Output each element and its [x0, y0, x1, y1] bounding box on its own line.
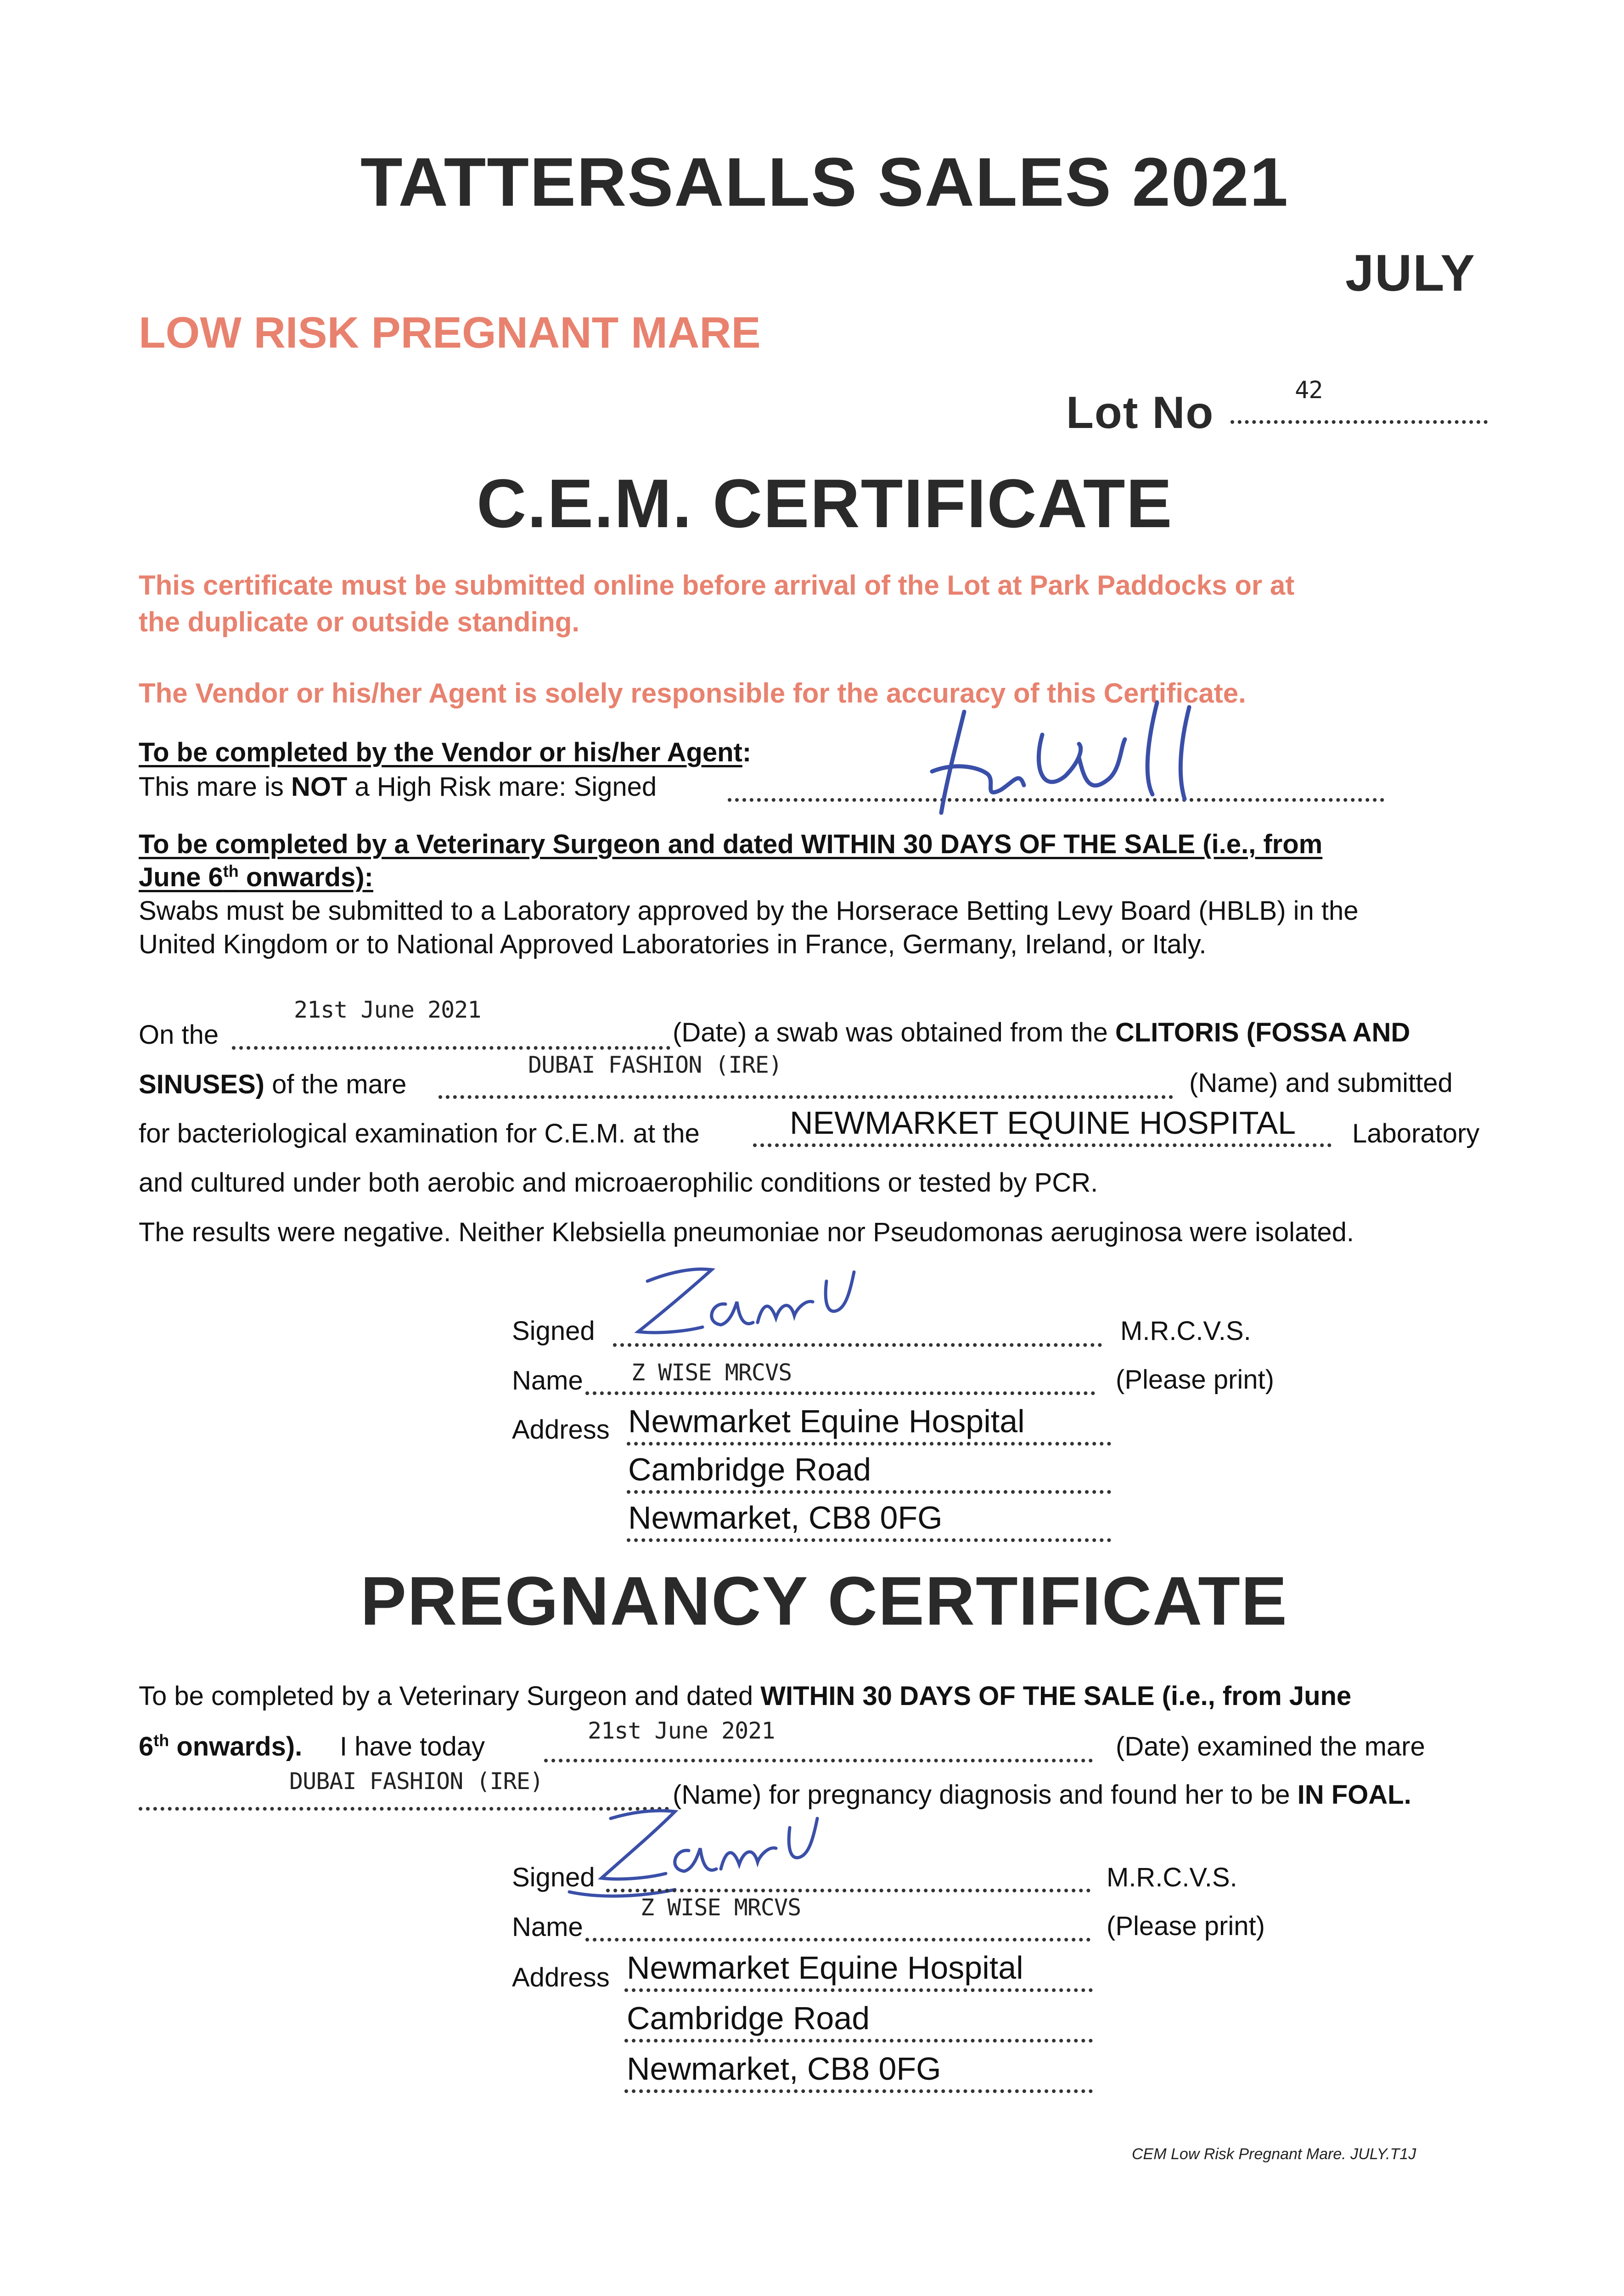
pregnancy-address-line-1: Newmarket Equine Hospital	[627, 1950, 1023, 1986]
pregnancy-date-line	[544, 1759, 1093, 1762]
have-today-text: I have today	[340, 1732, 485, 1761]
results-text: The results were negative. Neither Klebsiella pneumoniae nor Pseudomonas aeruginosa were isolated.	[139, 1217, 1354, 1247]
cem-mrcvs-label: M.R.C.V.S.	[1120, 1316, 1251, 1346]
cem-vet-name: Z WISE MRCVS	[631, 1359, 792, 1386]
pregnancy-signed-label: Signed	[512, 1863, 595, 1892]
swabs-text-cont: United Kingdom or to National Approved Laboratories in France, Germany, Ireland, or Italy.	[139, 929, 1207, 959]
sale-month: JULY	[1345, 244, 1476, 302]
lot-dotted-line	[1231, 420, 1488, 424]
mare-dotted-line	[438, 1095, 1173, 1099]
responsibility-notice: The Vendor or his/her Agent is solely responsible for the accuracy of this Certificate.	[139, 678, 1246, 709]
pregnancy-vet-name: Z WISE MRCVS	[641, 1894, 801, 1921]
cem-address-dots-3	[627, 1538, 1111, 1542]
cem-signed-label: Signed	[512, 1316, 595, 1346]
pregnancy-address-dots-2	[624, 2039, 1093, 2043]
cem-name-label: Name	[512, 1366, 583, 1396]
name-submitted-text: (Name) and submitted	[1189, 1068, 1453, 1098]
pregnancy-diagnosis-text: (Name) for pregnancy diagnosis and found her to be IN FOAL.	[673, 1780, 1411, 1810]
pregnancy-date-value: 21st June 2021	[588, 1717, 775, 1744]
pregnancy-name-line	[585, 1938, 1090, 1941]
pregnancy-heading: PREGNANCY CERTIFICATE	[360, 1562, 1288, 1639]
page-title: TATTERSALLS SALES 2021	[360, 143, 1289, 220]
pregnancy-vet-signature	[565, 1791, 859, 1910]
vendor-signature	[927, 693, 1249, 831]
submit-notice: This certificate must be submitted online before arrival of the Lot at Park Paddocks or at	[139, 570, 1295, 601]
cem-address-line-3: Newmarket, CB8 0FG	[628, 1500, 943, 1536]
cem-address-dots-1	[627, 1442, 1111, 1446]
pregnancy-address-label: Address	[512, 1963, 610, 1992]
cem-address-dots-2	[627, 1490, 1111, 1494]
form-reference-footer: CEM Low Risk Pregnant Mare. JULY.T1J	[1132, 2145, 1416, 2163]
pregnancy-address-line-3: Newmarket, CB8 0FG	[627, 2051, 941, 2087]
pregnancy-please-print: (Please print)	[1107, 1911, 1265, 1941]
pregnancy-address-line-2: Cambridge Road	[627, 2000, 870, 2036]
lab-dotted-line	[753, 1143, 1332, 1147]
mare-label: SINUSES) of the mare	[139, 1069, 407, 1099]
cem-address-line-2: Cambridge Road	[628, 1452, 871, 1487]
lot-number: 42	[1295, 377, 1323, 404]
category-label: LOW RISK PREGNANT MARE	[139, 308, 761, 357]
pregnancy-signed-line	[606, 1889, 1090, 1892]
cem-signed-line	[613, 1343, 1102, 1347]
laboratory-label: Laboratory	[1352, 1119, 1480, 1148]
pregnancy-mare-name: DUBAI FASHION (IRE)	[289, 1768, 543, 1795]
cem-name-line	[585, 1391, 1095, 1395]
date-dotted-line	[232, 1046, 670, 1050]
vet-heading-cont: June 6th onwards):	[139, 861, 373, 892]
pregnancy-line-2: 6th onwards).	[139, 1731, 303, 1761]
exam-text: for bacteriological examination for C.E.M. at the	[139, 1119, 700, 1148]
pregnancy-name-label: Name	[512, 1912, 583, 1942]
cem-address-label: Address	[512, 1415, 610, 1445]
vendor-heading: To be completed by the Vendor or his/her Agent:	[139, 737, 752, 767]
vet-heading: To be completed by a Veterinary Surgeon and dated WITHIN 30 DAYS OF THE SALE (i.e., from	[139, 829, 1323, 859]
pregnancy-address-dots-1	[624, 1988, 1093, 1992]
cem-mare-name: DUBAI FASHION (IRE)	[528, 1052, 782, 1078]
swab-source-text: (Date) a swab was obtained from the CLITORIS (FOSSA AND	[673, 1018, 1410, 1047]
submit-notice-cont: the duplicate or outside standing.	[139, 607, 580, 637]
pregnancy-line-1: To be completed by a Veterinary Surgeon and dated WITHIN 30 DAYS OF THE SALE (i.e., from June	[139, 1681, 1352, 1711]
vendor-statement: This mare is NOT a High Risk mare: Signed	[139, 772, 657, 802]
cultured-text: and cultured under both aerobic and microaerophilic conditions or tested by PCR.	[139, 1168, 1098, 1198]
swabs-text: Swabs must be submitted to a Laboratory approved by the Horserace Betting Levy Board (HBLB) in the	[139, 896, 1359, 926]
pregnancy-address-dots-3	[624, 2089, 1093, 2093]
cem-heading: C.E.M. CERTIFICATE	[477, 465, 1173, 542]
lot-label: Lot No	[1066, 387, 1214, 438]
cem-date-value: 21st June 2021	[294, 996, 481, 1023]
pregnancy-mrcvs-label: M.R.C.V.S.	[1107, 1863, 1237, 1892]
cem-please-print: (Please print)	[1116, 1365, 1274, 1395]
lab-name: NEWMARKET EQUINE HOSPITAL	[790, 1105, 1296, 1141]
examined-mare-text: (Date) examined the mare	[1116, 1732, 1425, 1761]
on-the-label: On the	[139, 1020, 219, 1050]
cem-vet-signature	[611, 1254, 886, 1364]
cem-address-line-1: Newmarket Equine Hospital	[628, 1403, 1025, 1439]
